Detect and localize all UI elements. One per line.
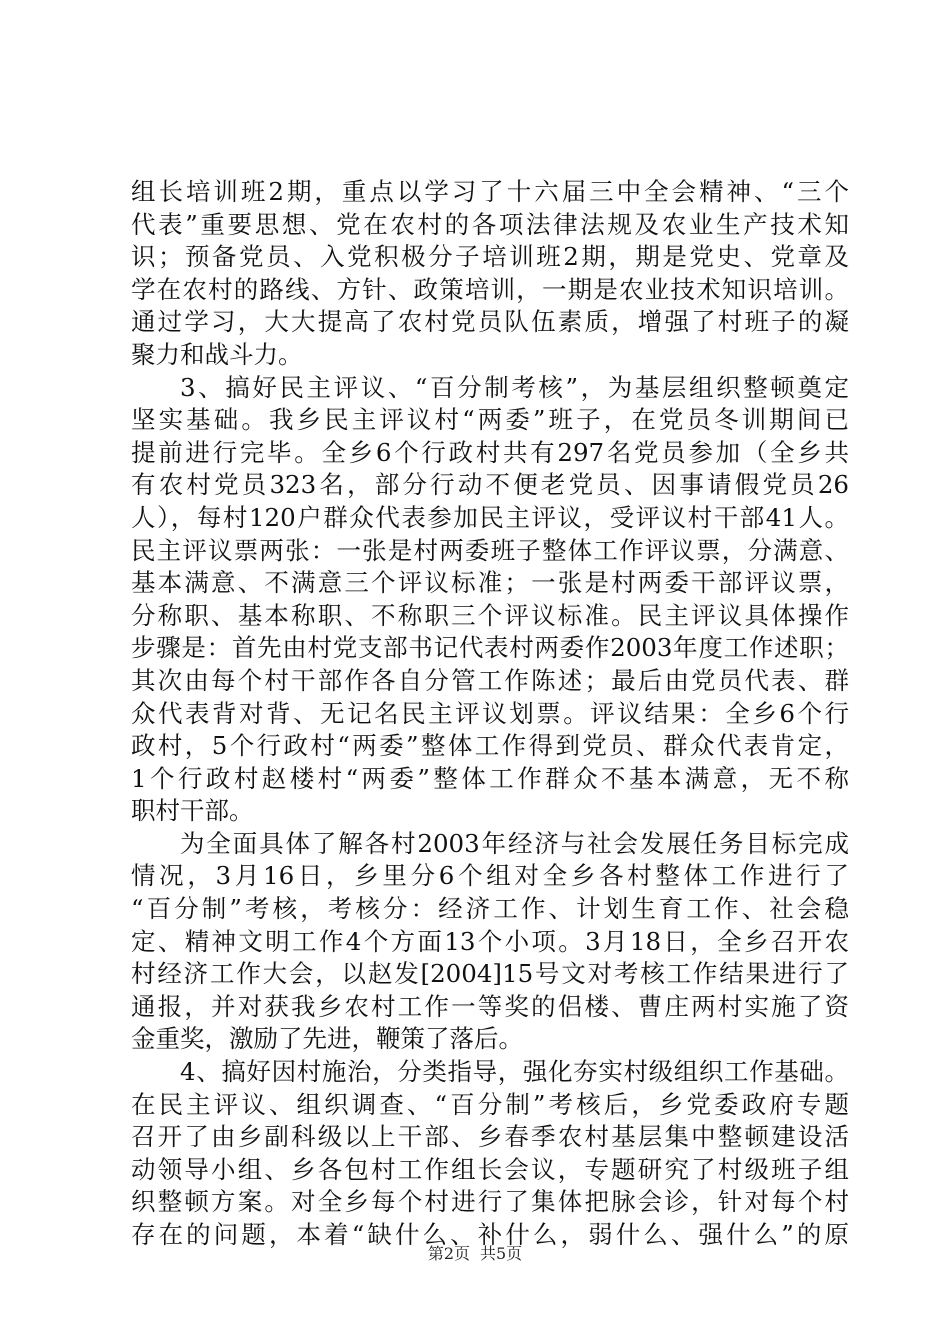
text-line: 1个行政村赵楼村“两委”整体工作群众不基本满意，无不称 (131, 763, 849, 793)
page-number: 第2页 (427, 1244, 470, 1263)
page-footer (0, 1244, 950, 1264)
text-line: 为全面具体了解各村2003年经济与社会发展任务目标完成 (180, 828, 849, 858)
page-total: 共5页 (480, 1244, 523, 1263)
text-line: 基本满意、不满意三个评议标准；一张是村两委干部评议票， (131, 568, 849, 598)
text-line: 提前进行完毕。全乡6个行政村共有297名党员参加（全乡共 (131, 437, 849, 467)
body-text (131, 176, 849, 1252)
text-line: 学在农村的路线、方针、政策培训，一期是农业技术知识培训。 (131, 274, 849, 304)
text-line: 定、精神文明工作4个方面13个小项。3月18日，全乡召开农 (131, 926, 849, 956)
text-line: 4、搞好因村施治，分类指导，强化夯实村级组织工作基础。 (180, 1057, 849, 1087)
text-line: 代表”重要思想、党在农村的各项法律法规及农业生产技术知 (131, 209, 849, 239)
text-line: 政村，5个行政村“两委”整体工作得到党员、群众代表肯定， (131, 731, 849, 761)
text-line: 坚实基础。我乡民主评议村“两委”班子，在党员冬训期间已 (131, 405, 849, 435)
text-line: 织整顿方案。对全乡每个村进行了集体把脉会诊，针对每个村 (131, 1187, 849, 1217)
text-line: 识；预备党员、入党积极分子培训班2期，期是党史、党章及 (131, 242, 849, 272)
text-line: 通过学习，大大提高了农村党员队伍素质，增强了村班子的凝 (131, 307, 849, 337)
text-line: 人），每村120户群众代表参加民主评议，受评议村干部41人。 (131, 502, 849, 532)
text-line: 分称职、基本称职、不称职三个评议标准。民主评议具体操作 (131, 600, 849, 630)
text-line: 步骤是：首先由村党支部书记代表村两委作2003年度工作述职； (131, 633, 849, 663)
text-line: 聚力和战斗力。 (131, 339, 303, 369)
text-line: 众代表背对背、无记名民主评议划票。评议结果：全乡6个行 (131, 698, 849, 728)
text-line: 有农村党员323名，部分行动不便老党员、因事请假党员26 (131, 470, 849, 500)
text-line: 存在的问题，本着“缺什么、补什么，弱什么、强什么”的原 (131, 1220, 849, 1249)
text-line: 通报，并对获我乡农村工作一等奖的侣楼、曹庄两村实施了资 (131, 991, 849, 1021)
text-line: “百分制”考核，考核分：经济工作、计划生育工作、社会稳 (131, 894, 849, 924)
text-line: 3、搞好民主评议、“百分制考核”，为基层组织整顿奠定 (180, 372, 849, 402)
text-line: 组长培训班2期，重点以学习了十六届三中全会精神、“三个 (131, 177, 849, 206)
text-line: 民主评议票两张：一张是村两委班子整体工作评议票，分满意、 (131, 535, 849, 565)
text-line: 村经济工作大会，以赵发[2004]15号文对考核工作结果进行了 (131, 959, 849, 989)
text-line: 情况，3月16日，乡里分6个组对全乡各村整体工作进行了 (131, 861, 849, 891)
text-line: 金重奖，激励了先进，鞭策了落后。 (131, 1024, 523, 1054)
text-line: 其次由每个村干部作各自分管工作陈述；最后由党员代表、群 (131, 665, 849, 695)
text-line: 职村干部。 (131, 796, 254, 826)
text-line: 动领导小组、乡各包村工作组长会议，专题研究了村级班子组 (131, 1154, 849, 1184)
text-line: 在民主评议、组织调查、“百分制”考核后，乡党委政府专题 (131, 1089, 849, 1119)
text-line: 召开了由乡副科级以上干部、乡春季农村基层集中整顿建设活 (131, 1122, 849, 1152)
